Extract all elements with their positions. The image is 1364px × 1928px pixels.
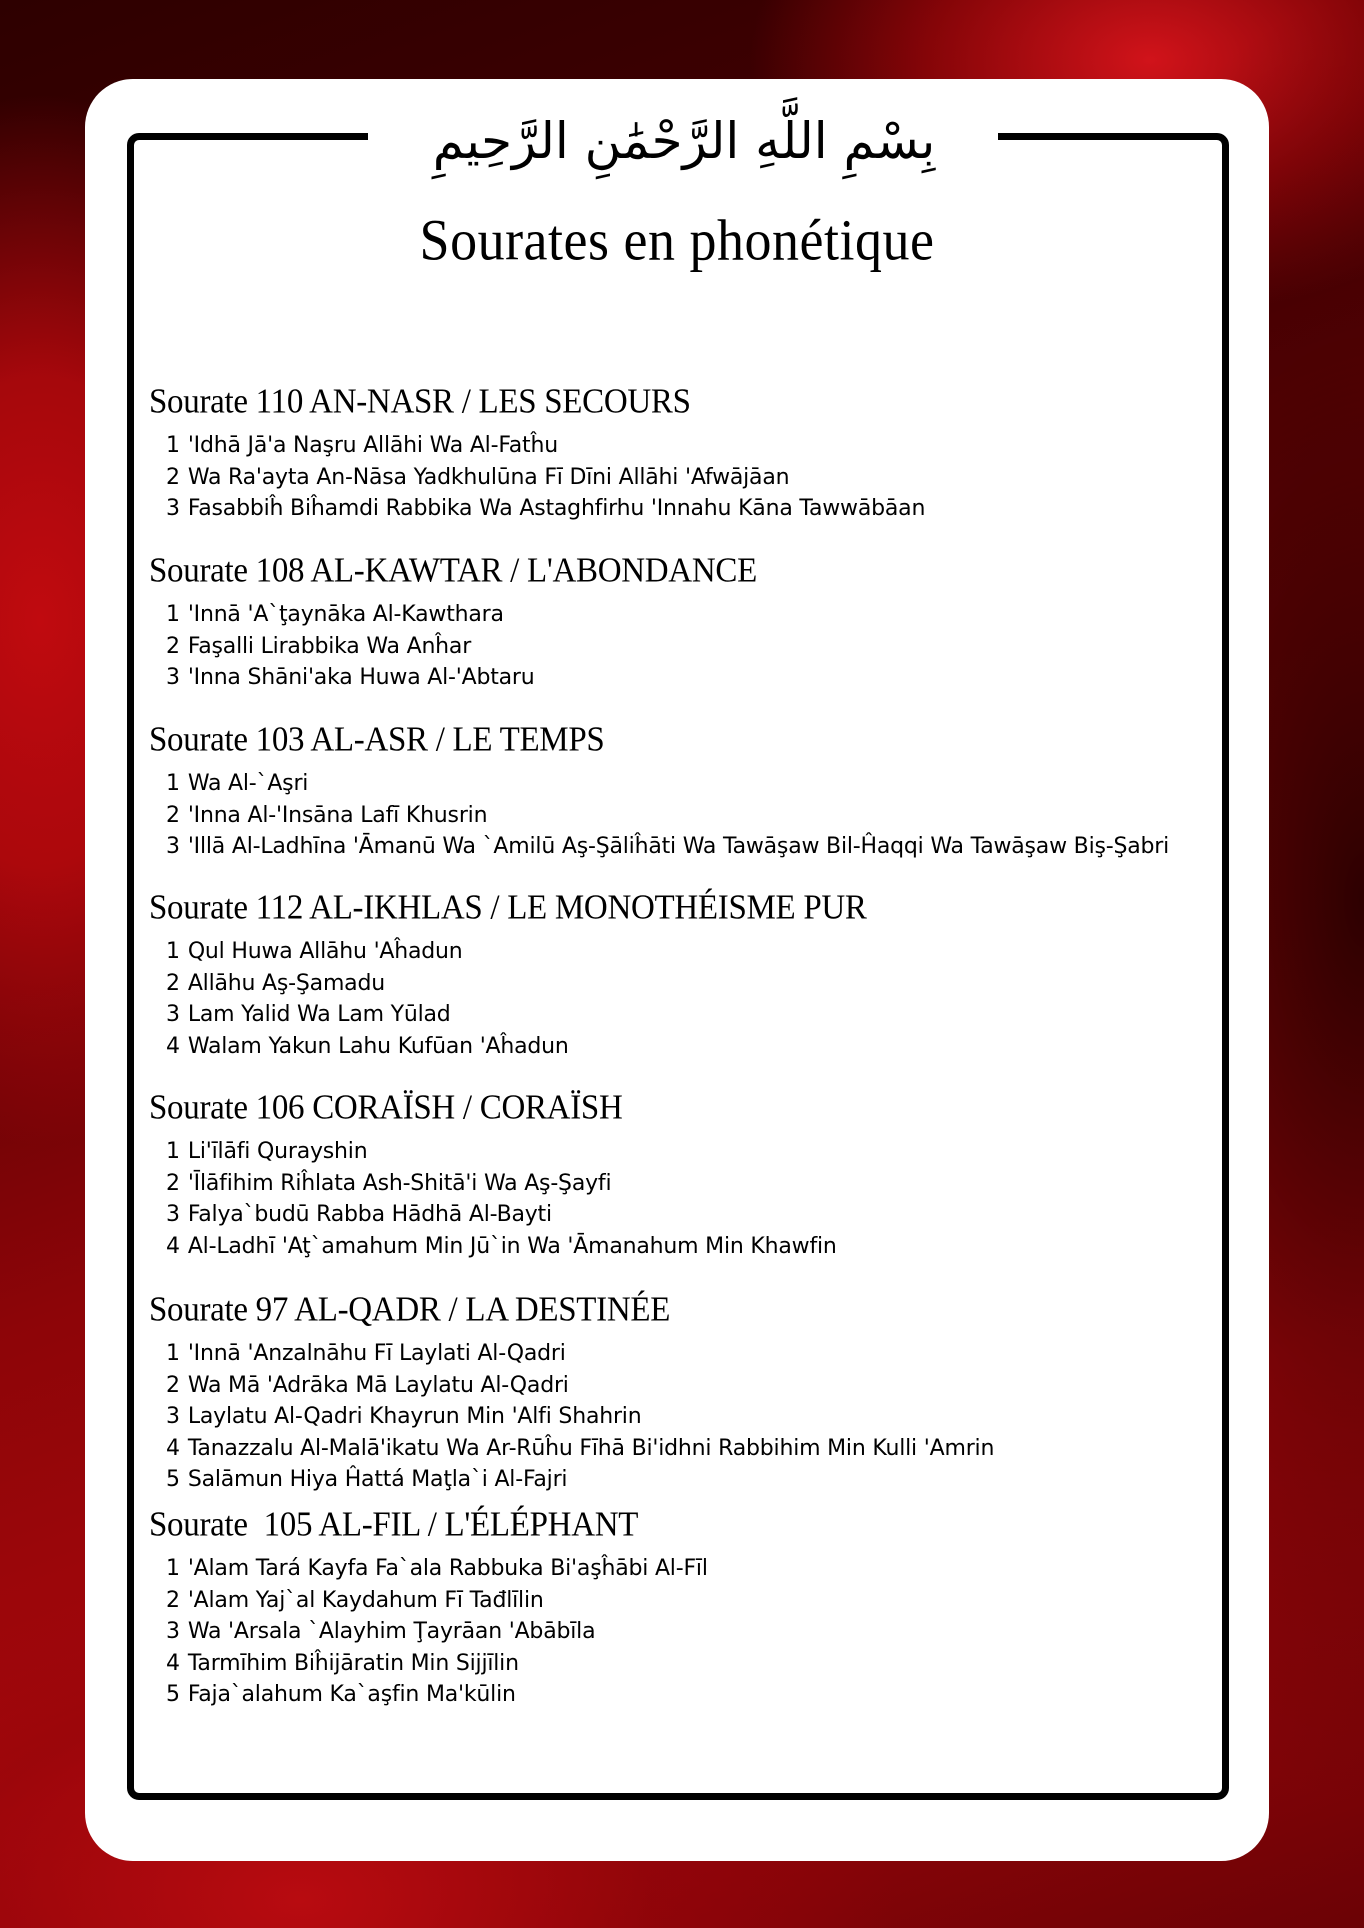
verse — [166, 430, 925, 462]
bismillah-calligraphy: بِسْمِ اللَّهِ الرَّحْمَٰنِ الرَّحِيمِ — [432, 112, 936, 170]
verse-text: Laylatu Al-Qadri Khayrun Min 'Alfi Shahrin — [187, 1404, 642, 1429]
verse-number: 1 — [166, 433, 180, 458]
verse — [166, 768, 1169, 800]
sourate-heading: Sourate 103 AL-ASR / LE TEMPS — [149, 721, 605, 759]
verse — [166, 1338, 994, 1370]
verse — [166, 999, 867, 1031]
verse-number: 2 — [166, 802, 180, 828]
verse-number: 1 — [166, 1139, 180, 1164]
verse-list — [166, 936, 867, 1062]
verse-number: 5 — [166, 1467, 180, 1492]
verse-list — [166, 599, 757, 694]
verse — [166, 800, 1169, 832]
verse-text: 'Alam Yaj`al Kaydahum Fī Tađlīlin — [187, 1587, 544, 1613]
verse-number: 2 — [166, 970, 180, 996]
verse-list — [166, 1338, 994, 1496]
sourate-section — [149, 888, 867, 1062]
verse-number: 4 — [166, 1650, 180, 1676]
verse — [166, 1401, 994, 1433]
sourate-heading: Sourate 97 AL-QADR / LA DESTINÉE — [149, 1291, 671, 1329]
verse-number: 3 — [166, 1619, 180, 1644]
verse — [166, 1648, 708, 1680]
verse-text: Lam Yalid Wa Lam Yūlad — [187, 1002, 451, 1027]
verse-text: 'Inna Al-'Insāna Lafī Khusrin — [187, 802, 488, 828]
verse-text: 'Alam Tará Kayfa Fa`ala Rabbuka Bi'aşĥābi Al-Fīl — [187, 1556, 708, 1581]
verse-number: 3 — [166, 1404, 180, 1429]
verse-list — [166, 430, 925, 525]
page-title: Sourates en phonétique — [419, 207, 935, 273]
verse-text: Wa Al-`Aşri — [187, 771, 309, 796]
verse — [166, 1616, 708, 1648]
verse — [166, 631, 757, 663]
verse-text: 'Īlāfihim Riĥlata Ash-Shitā'i Wa Aş-Şayfi — [187, 1170, 612, 1196]
verse-text: Tanazzalu Al-Malā'ikatu Wa Ar-Rūĥu Fīhā Bi'idhni Rabbihim Min Kulli 'Amrin — [187, 1435, 995, 1461]
page-card — [85, 79, 1269, 1861]
verse-number: 4 — [166, 1033, 180, 1059]
verse-number: 3 — [166, 834, 180, 859]
verse — [166, 462, 925, 494]
verse-text: Faja`alahum Ka`aşfin Ma'kūlin — [187, 1682, 516, 1707]
verse-text: Fasabbiĥ Biĥamdi Rabbika Wa Astaghfirhu 'Innahu Kāna Tawwābāan — [187, 496, 926, 521]
verse-number: 2 — [166, 1170, 180, 1196]
verse-number: 3 — [166, 496, 180, 521]
verse-text: Salāmun Hiya Ĥattá Maţla`i Al-Fajri — [187, 1467, 568, 1492]
verse-number: 2 — [166, 1587, 180, 1613]
sourate-heading: Sourate 105 AL-FIL / L'ÉLÉPHANT — [149, 1506, 639, 1544]
verse-number: 4 — [166, 1435, 180, 1461]
verse — [166, 1679, 708, 1711]
verse-text: Al-Ladhī 'Aţ`amahum Min Jū`in Wa 'Āmanahum Min Khawfin — [187, 1233, 837, 1259]
verse — [166, 831, 1169, 863]
verse-text: Faşalli Lirabbika Wa Anĥar — [187, 633, 472, 659]
verse-text: Walam Yakun Lahu Kufūan 'Aĥadun — [187, 1033, 569, 1059]
verse-number: 1 — [166, 602, 180, 627]
verse-text: 'Idhā Jā'a Naşru Allāhi Wa Al-Fatĥu — [187, 433, 558, 458]
verse — [166, 1464, 994, 1496]
sourate-section — [149, 1088, 837, 1262]
sourate-section — [149, 551, 757, 694]
verse — [166, 1553, 708, 1585]
verse-text: Li'īlāfi Qurayshin — [187, 1139, 368, 1164]
sourate-section — [149, 1290, 994, 1496]
verse-text: 'Innā 'Anzalnāhu Fī Laylati Al-Qadri — [187, 1341, 566, 1366]
verse-number: 3 — [166, 665, 180, 690]
verse-text: Falya`budū Rabba Hādhā Al-Bayti — [187, 1202, 552, 1227]
sourate-section — [149, 1505, 708, 1711]
verse — [166, 1136, 837, 1168]
verse-text: 'Innā 'A`ţaynāka Al-Kawthara — [187, 602, 504, 627]
verse — [166, 968, 867, 1000]
verse-text: Allāhu Aş-Şamadu — [187, 970, 385, 996]
sourate-section — [149, 720, 1169, 863]
verse-list — [166, 768, 1169, 863]
verse — [166, 1370, 994, 1402]
verse-text: Wa Ra'ayta An-Nāsa Yadkhulūna Fī Dīni Allāhi 'Afwājāan — [187, 464, 790, 490]
verse-text: Wa 'Arsala `Alayhim Ţayrāan 'Abābīla — [187, 1619, 596, 1644]
verse-number: 1 — [166, 771, 180, 796]
verse-number: 2 — [166, 464, 180, 490]
sourate-heading: Sourate 108 AL-KAWTAR / L'ABONDANCE — [149, 552, 757, 590]
verse — [166, 1231, 837, 1263]
sourate-heading: Sourate 110 AN-NASR / LES SECOURS — [149, 383, 691, 421]
verse-text: Wa Mā 'Adrāka Mā Laylatu Al-Qadri — [187, 1372, 569, 1398]
verse — [166, 1199, 837, 1231]
verse — [166, 1168, 837, 1200]
verse — [166, 662, 757, 694]
verse-number: 5 — [166, 1682, 180, 1707]
verse — [166, 1585, 708, 1617]
verse-number: 3 — [166, 1002, 180, 1027]
verse-number: 2 — [166, 1372, 180, 1398]
verse-number: 2 — [166, 633, 180, 659]
sourate-heading: Sourate 112 AL-IKHLAS / LE MONOTHÉISME PUR — [149, 889, 867, 927]
verse — [166, 1031, 867, 1063]
verse-text: Qul Huwa Allāhu 'Aĥadun — [187, 939, 463, 964]
verse-number: 1 — [166, 1341, 180, 1366]
sourate-heading: Sourate 106 CORAÏSH / CORAÏSH — [149, 1089, 623, 1127]
verse-text: Tarmīhim Biĥijāratin Min Sijjīlin — [187, 1650, 519, 1676]
verse-text: 'Inna Shāni'aka Huwa Al-'Abtaru — [187, 665, 535, 690]
verse — [166, 1433, 994, 1465]
verse — [166, 936, 867, 968]
verse-number: 1 — [166, 939, 180, 964]
verse-number: 4 — [166, 1233, 180, 1259]
sourate-section — [149, 382, 925, 525]
verse-number: 3 — [166, 1202, 180, 1227]
verse — [166, 493, 925, 525]
verse-text: 'Illā Al-Ladhīna 'Āmanū Wa `Amilū Aş-Şāliĥāti Wa Tawāşaw Bil-Ĥaqqi Wa Tawāşaw Biş-Şabri — [187, 834, 1170, 859]
verse — [166, 599, 757, 631]
verse-number: 1 — [166, 1556, 180, 1581]
verse-list — [166, 1136, 837, 1262]
verse-list — [166, 1553, 708, 1711]
